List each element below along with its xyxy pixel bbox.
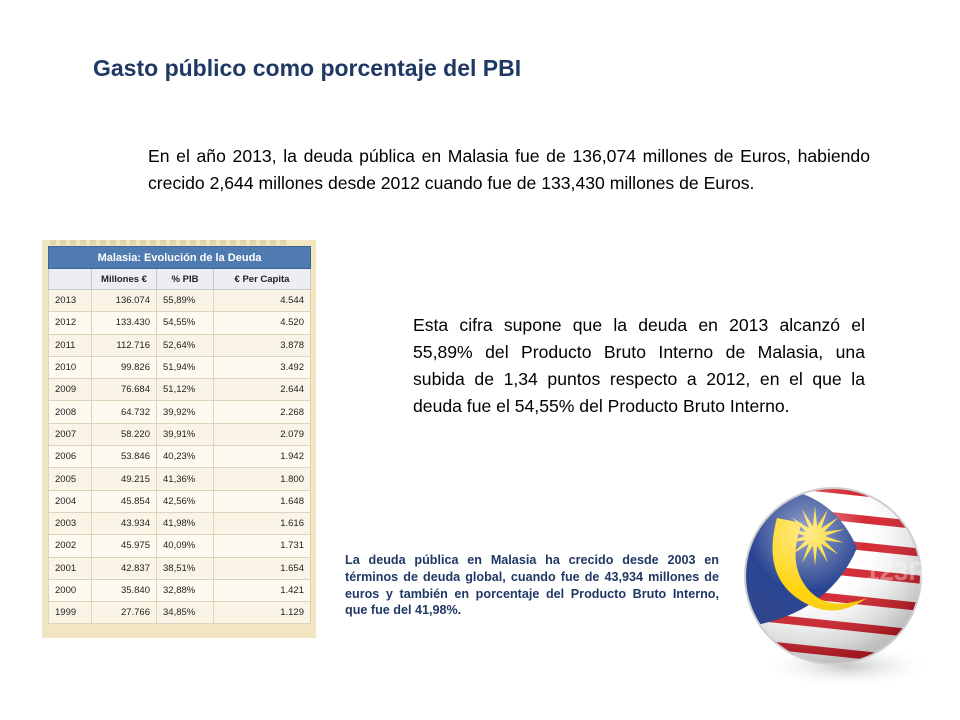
cell-millions: 42.837 — [92, 557, 157, 579]
column-header-per-capita: € Per Capita — [214, 269, 311, 290]
table-body — [49, 290, 311, 624]
cell-year: 2006 — [49, 446, 92, 468]
cell-pib: 52,64% — [157, 334, 214, 356]
cell-pib: 40,09% — [157, 535, 214, 557]
cell-millions: 99.826 — [92, 356, 157, 378]
table-row — [49, 602, 311, 624]
cell-year: 2012 — [49, 312, 92, 334]
cell-per-capita: 2.079 — [214, 423, 311, 445]
column-header-year — [49, 269, 92, 290]
cell-year: 2002 — [49, 535, 92, 557]
table-row — [49, 468, 311, 490]
malaysia-flag-globe-icon — [737, 478, 937, 693]
table-title: Malasia: Evolución de la Deuda — [49, 247, 311, 269]
debt-table — [48, 246, 311, 624]
table-row — [49, 379, 311, 401]
cell-pib: 51,12% — [157, 379, 214, 401]
cell-year: 2004 — [49, 490, 92, 512]
debt-table-panel — [42, 240, 316, 638]
cell-year: 2011 — [49, 334, 92, 356]
table-row — [49, 490, 311, 512]
cell-pib: 41,98% — [157, 512, 214, 534]
page-title: Gasto público como porcentaje del PBI — [93, 55, 522, 81]
cell-per-capita: 2.268 — [214, 401, 311, 423]
table-row — [49, 535, 311, 557]
cell-millions: 45.854 — [92, 490, 157, 512]
table-row — [49, 401, 311, 423]
cell-per-capita: 1.731 — [214, 535, 311, 557]
cell-millions: 76.684 — [92, 379, 157, 401]
table-header-row — [49, 269, 311, 290]
cell-per-capita: 2.644 — [214, 379, 311, 401]
cell-per-capita: 3.492 — [214, 356, 311, 378]
cell-millions: 133.430 — [92, 312, 157, 334]
table-row — [49, 512, 311, 534]
cell-millions: 64.732 — [92, 401, 157, 423]
pib-paragraph: Esta cifra supone que la deuda en 2013 alcanzó el 55,89% del Producto Bruto Interno de Malasia, una subida de 1,34 puntos respecto a 2012, en el que la deuda fue el 54,55% del Producto Bruto Interno. — [413, 315, 865, 416]
cell-millions: 53.846 — [92, 446, 157, 468]
table-row — [49, 290, 311, 312]
cell-millions: 136.074 — [92, 290, 157, 312]
panel-fade-decoration — [50, 240, 290, 245]
cell-pib: 34,85% — [157, 602, 214, 624]
cell-per-capita: 3.878 — [214, 334, 311, 356]
intro-paragraph: En el año 2013, la deuda pública en Malasia fue de 136,074 millones de Euros, habiendo crecido 2,644 millones desde 2012 cuando fue de 133,430 millones de Euros. — [148, 146, 870, 193]
cell-per-capita: 1.616 — [214, 512, 311, 534]
table-row — [49, 423, 311, 445]
cell-pib: 38,51% — [157, 557, 214, 579]
table-row — [49, 446, 311, 468]
cell-year: 2009 — [49, 379, 92, 401]
cell-pib: 51,94% — [157, 356, 214, 378]
cell-millions: 35.840 — [92, 579, 157, 601]
cell-per-capita: 4.520 — [214, 312, 311, 334]
cell-per-capita: 1.648 — [214, 490, 311, 512]
cell-year: 2010 — [49, 356, 92, 378]
cell-year: 2000 — [49, 579, 92, 601]
column-header-millions: Millones € — [92, 269, 157, 290]
cell-year: 2013 — [49, 290, 92, 312]
cell-year: 1999 — [49, 602, 92, 624]
cell-pib: 32,88% — [157, 579, 214, 601]
table-row — [49, 312, 311, 334]
growth-paragraph: La deuda pública en Malasia ha crecido desde 2003 en términos de deuda global, cuando fue de 43,934 millones de euros y también en porcentaje del Producto Bruto Interno, que fue del 41,98%. — [345, 553, 719, 618]
table-row — [49, 557, 311, 579]
column-header-pib: % PIB — [157, 269, 214, 290]
cell-per-capita: 1.942 — [214, 446, 311, 468]
cell-pib: 39,92% — [157, 401, 214, 423]
table-row — [49, 334, 311, 356]
cell-pib: 42,56% — [157, 490, 214, 512]
cell-pib: 54,55% — [157, 312, 214, 334]
cell-year: 2007 — [49, 423, 92, 445]
cell-millions: 27.766 — [92, 602, 157, 624]
table-row — [49, 356, 311, 378]
cell-year: 2003 — [49, 512, 92, 534]
cell-millions: 45.975 — [92, 535, 157, 557]
cell-per-capita: 1.654 — [214, 557, 311, 579]
cell-per-capita: 4.544 — [214, 290, 311, 312]
cell-pib: 41,36% — [157, 468, 214, 490]
table-row — [49, 579, 311, 601]
cell-per-capita: 1.129 — [214, 602, 311, 624]
cell-per-capita: 1.800 — [214, 468, 311, 490]
cell-year: 2005 — [49, 468, 92, 490]
cell-millions: 49.215 — [92, 468, 157, 490]
globe-watermark: 123RF — [865, 556, 937, 586]
cell-pib: 55,89% — [157, 290, 214, 312]
cell-year: 2008 — [49, 401, 92, 423]
cell-year: 2001 — [49, 557, 92, 579]
cell-pib: 40,23% — [157, 446, 214, 468]
cell-millions: 58.220 — [92, 423, 157, 445]
cell-pib: 39,91% — [157, 423, 214, 445]
cell-per-capita: 1.421 — [214, 579, 311, 601]
cell-millions: 43.934 — [92, 512, 157, 534]
cell-millions: 112.716 — [92, 334, 157, 356]
